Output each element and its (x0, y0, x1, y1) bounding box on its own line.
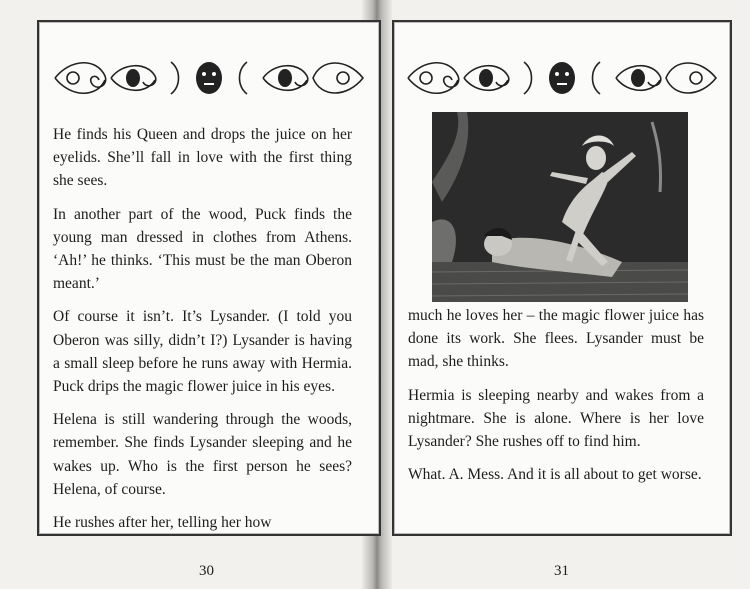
puck-lysander-illustration (432, 112, 688, 302)
paragraph: He finds his Queen and drops the juice on her eyelids. She’ll fall in love with the first thing she sees. (53, 126, 352, 190)
page-number-left: 30 (199, 563, 214, 579)
right-page-text (408, 304, 704, 496)
page-number-right: 31 (554, 563, 569, 579)
left-page-frame (37, 20, 381, 536)
paragraph: Hermia is sleeping nearby and wakes from a nightmare. She is alone. Where is her love Lysander? She rushes off to find him. (408, 386, 704, 451)
paragraph: In another part of the wood, Puck finds the young man dressed in clothes from Athens. ‘Ah!’ he thinks. ‘This must be the man Oberon meant.’ (53, 205, 352, 293)
paragraph: much he loves her – the magic flower juice has done its work. She flees. Lysander must be mad, she thinks. (408, 307, 704, 371)
paragraph: Helena is still wandering through the woods, remember. She finds Lysander sleeping and he wakes up. Who is the first person he sees? Helena, of course. (53, 411, 352, 498)
right-page-frame (392, 20, 732, 536)
paragraph: What. A. Mess. And it is all about to get worse. (408, 466, 702, 484)
ornament-border-icon (404, 52, 720, 104)
ornament-border-icon (51, 52, 367, 104)
left-page-text (53, 123, 352, 544)
paragraph: Of course it isn’t. It’s Lysander. (I told you Oberon was silly, didn’t I?) Lysander is having a small sleep before he runs away with Hermia. Puck drips the magic flower juice in his eyes. (53, 308, 352, 396)
paragraph: He rushes after her, telling her how (53, 514, 272, 532)
